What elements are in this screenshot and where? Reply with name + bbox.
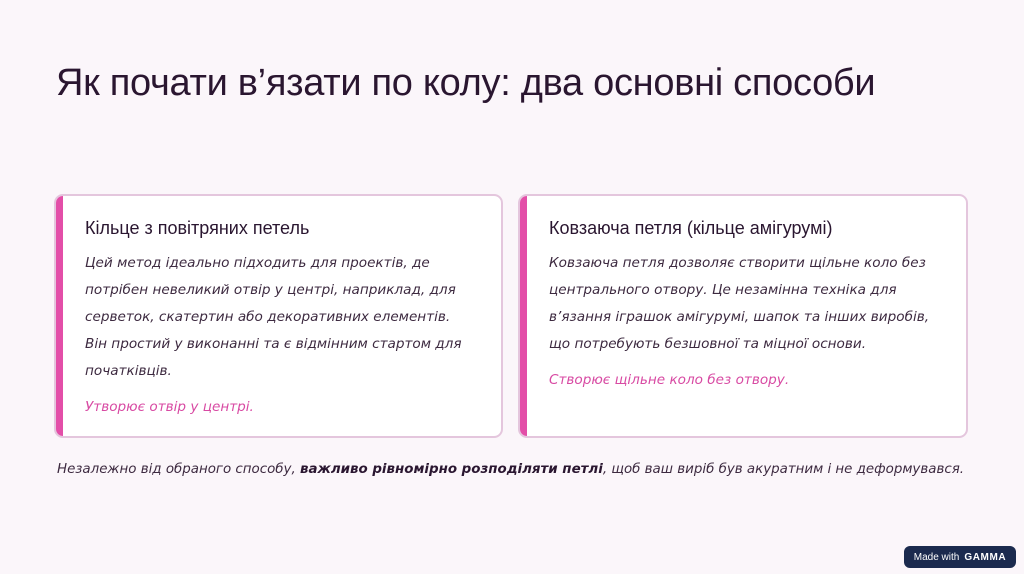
card-description <box>85 250 479 385</box>
footer-note <box>57 462 964 477</box>
card-magic-ring <box>518 194 968 438</box>
footer-text-before: Незалежно від обраного способу, <box>57 462 300 477</box>
made-with-gamma-badge[interactable] <box>904 546 1016 568</box>
card-accent-bar <box>520 196 527 436</box>
card-content <box>549 216 944 390</box>
card-highlight: Створює щільне коло без отвору. <box>549 372 790 388</box>
card-line: потрібен невеликий отвір у центрі, наприклад, для <box>85 282 456 298</box>
slide-title: Як почати в’язати по колу: два основні способи <box>56 62 876 104</box>
card-title: Кільце з повітряних петель <box>85 218 310 238</box>
footer-emphasis: важливо рівномірно розподіляти петлі <box>299 462 603 477</box>
card-line: Цей метод ідеально підходить для проектів, де <box>85 255 430 271</box>
card-content <box>85 216 479 417</box>
card-chain-ring <box>54 194 503 438</box>
card-line: Ковзаюча петля дозволяє створити щільне коло без <box>549 255 926 271</box>
gamma-logo: GAMMA <box>964 551 1007 563</box>
card-title: Ковзаюча петля (кільце амігурумі) <box>549 218 833 238</box>
card-line: центрального отвору. Це незамінна техніка для <box>549 282 897 298</box>
badge-label: Made with <box>913 551 960 563</box>
footer-text-after: , щоб ваш виріб був акуратним і не деформувався. <box>602 462 965 477</box>
card-description <box>549 250 944 358</box>
card-line: початківців. <box>85 363 172 379</box>
card-line: в’язання іграшок амігурумі, шапок та інших виробів, <box>549 309 930 325</box>
card-line: Він простий у виконанні та є відмінним стартом для <box>85 336 462 352</box>
card-accent-bar <box>56 196 63 436</box>
card-line: серветок, скатертин або декоративних елементів. <box>85 309 451 325</box>
card-line: що потребують безшовної та міцної основи. <box>549 336 867 352</box>
card-highlight: Утворює отвір у центрі. <box>85 399 254 415</box>
